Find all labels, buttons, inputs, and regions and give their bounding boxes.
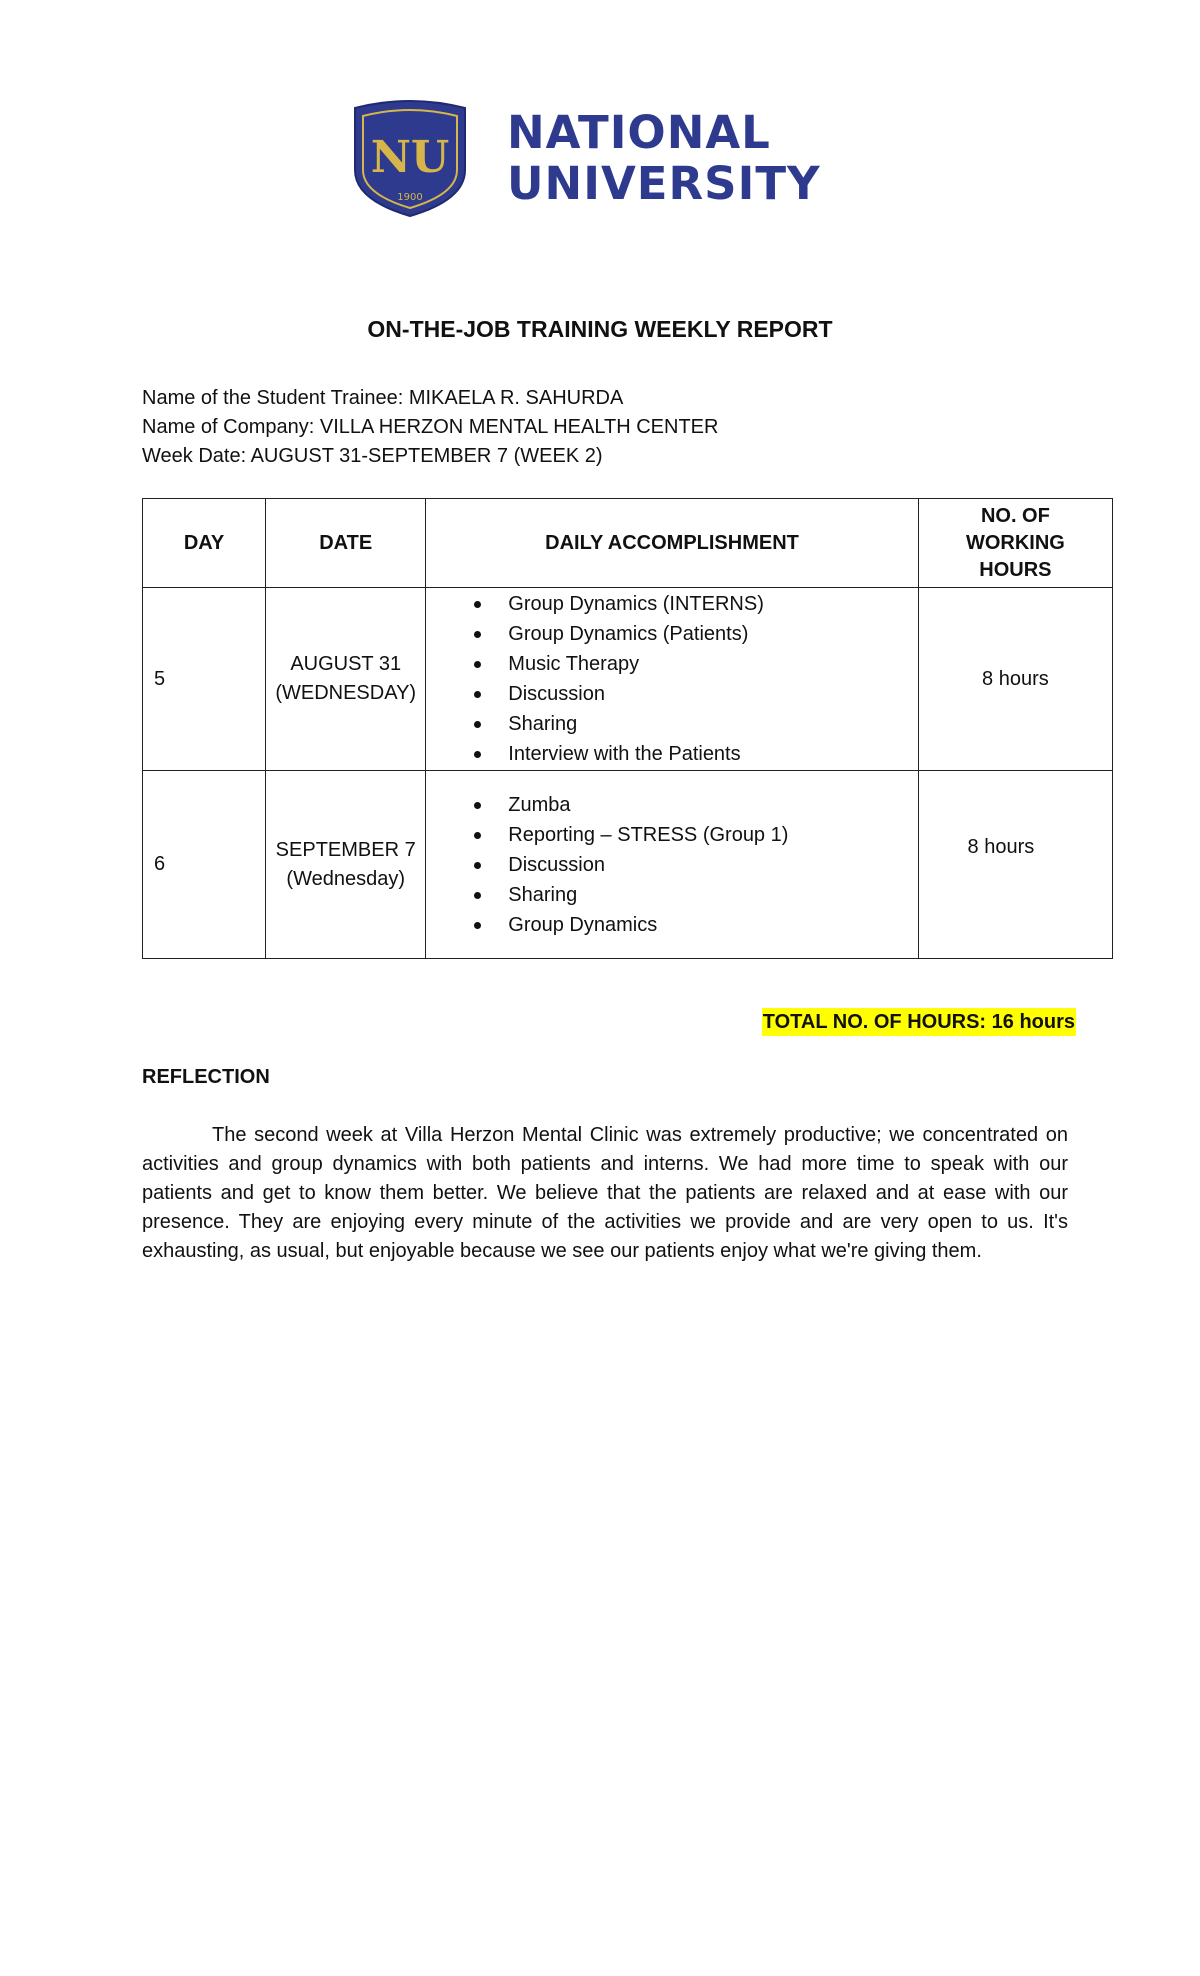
total-hours: TOTAL NO. OF HOURS: 16 hours xyxy=(762,1008,1076,1036)
weekly-report-table xyxy=(142,498,1113,959)
row-hours: 8 hours xyxy=(918,771,1112,959)
university-seal-icon xyxy=(347,100,473,218)
list-item: Group Dynamics (INTERNS) xyxy=(508,589,918,619)
list-item: Music Therapy xyxy=(508,649,918,679)
table-row xyxy=(143,771,1113,959)
header-hours-line3: HOURS xyxy=(979,558,1052,581)
row-day: 5 xyxy=(143,588,266,771)
header-hours-line1: NO. OF xyxy=(980,504,1050,527)
week-date: Week Date: AUGUST 31-SEPTEMBER 7 (WEEK 2) xyxy=(142,445,603,467)
list-item: Reporting – STRESS (Group 1) xyxy=(508,820,918,850)
reflection-heading: REFLECTION xyxy=(142,1066,270,1088)
row-accomplishments xyxy=(426,771,919,959)
header-hours xyxy=(918,499,1112,588)
list-item: Group Dynamics xyxy=(508,910,918,940)
row-date-line2: (Wednesday) xyxy=(286,867,405,890)
trainee-name: Name of the Student Trainee: MIKAELA R. SAHURDA xyxy=(142,387,624,409)
row-date-line1: SEPTEMBER 7 xyxy=(275,838,416,861)
row-date xyxy=(266,771,426,959)
row-date-line2: (WEDNESDAY) xyxy=(275,682,417,704)
list-item: Discussion xyxy=(508,850,918,880)
list-item: Sharing xyxy=(508,709,918,739)
row-day: 6 xyxy=(143,771,266,959)
list-item: Interview with the Patients xyxy=(508,739,918,769)
list-item: Sharing xyxy=(508,880,918,910)
header-accomplishment: DAILY ACCOMPLISHMENT xyxy=(426,499,919,588)
university-logo xyxy=(347,100,867,220)
header-date: DATE xyxy=(266,499,426,588)
row-date-line1: AUGUST 31 xyxy=(290,653,402,675)
list-item: Discussion xyxy=(508,679,918,709)
row-accomplishments xyxy=(426,588,919,771)
logo-wordmark xyxy=(507,106,821,210)
header-hours-line2: WORKING xyxy=(965,531,1065,554)
row-hours: 8 hours xyxy=(918,588,1112,771)
svg-text:NU: NU xyxy=(370,132,450,183)
table-header-row xyxy=(143,499,1113,588)
report-title: ON-THE-JOB TRAINING WEEKLY REPORT xyxy=(367,316,833,342)
header-day: DAY xyxy=(143,499,266,588)
logo-line-university: UNIVERSITY xyxy=(507,157,821,210)
company-name: Name of Company: VILLA HERZON MENTAL HEALTH CENTER xyxy=(142,416,719,438)
reflection-body: The second week at Villa Herzon Mental Clinic was extremely productive; we concentrated on activities and group dynamics with both patients and interns. We had more time to speak with our patients and get to know them better. We believe that the patients are relaxed and at ease with our presence. They are enjoying every minute of the activities we provide and are very open to us. It's exhausting, as usual, but enjoyable because we see our patients enjoy what we're giving them. xyxy=(142,1124,1068,1262)
row-date xyxy=(266,588,426,771)
accomplishment-list xyxy=(426,790,918,940)
trainee-info xyxy=(142,384,718,471)
accomplishment-list xyxy=(426,589,918,769)
list-item: Zumba xyxy=(508,790,918,820)
logo-line-national: NATIONAL xyxy=(507,106,771,159)
table-row xyxy=(143,588,1113,771)
svg-text:1900: 1900 xyxy=(397,192,423,203)
list-item: Group Dynamics (Patients) xyxy=(508,619,918,649)
